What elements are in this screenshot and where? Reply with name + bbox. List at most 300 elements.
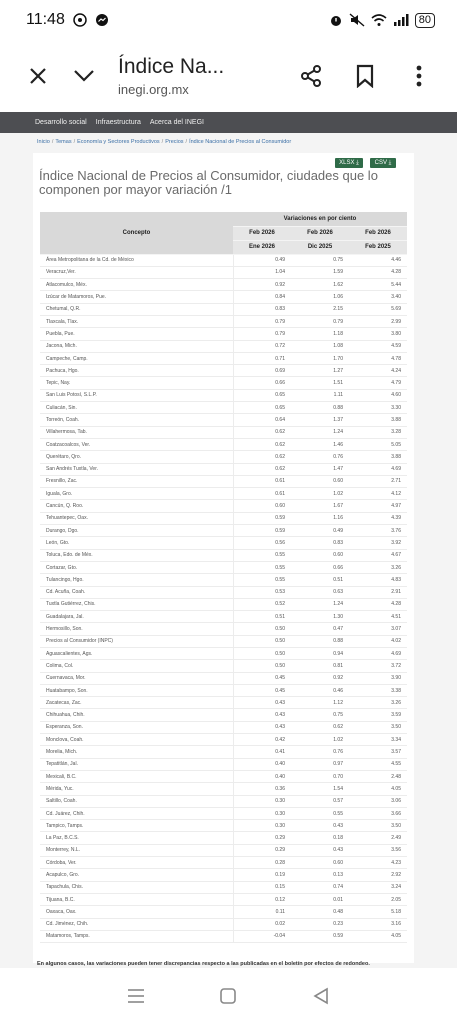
page-content: [0, 133, 457, 968]
row-value: 0.30: [233, 820, 291, 832]
row-value: 2.49: [349, 832, 407, 844]
row-concepto: Coatzacoalcos, Ver.: [40, 438, 233, 450]
row-value: 0.62: [291, 721, 349, 733]
row-value: 4.69: [349, 648, 407, 660]
row-concepto: Cancún, Q. Roo.: [40, 500, 233, 512]
row-value: 2.92: [349, 869, 407, 881]
row-concepto: Mexicali, B.C.: [40, 770, 233, 782]
table-row: [40, 758, 407, 770]
download-xlsx-button[interactable]: [335, 158, 363, 168]
nav-item-infraestructura[interactable]: Infraestructura: [95, 119, 141, 126]
row-value: 0.81: [291, 660, 349, 672]
status-bar: [0, 0, 457, 40]
bookmark-button[interactable]: [345, 56, 385, 96]
row-value: 1.27: [291, 365, 349, 377]
row-concepto: Precios al Consumidor (INPC): [40, 635, 233, 647]
row-value: 0.19: [233, 869, 291, 881]
row-value: 0.59: [233, 525, 291, 537]
table-row: [40, 746, 407, 758]
table-row: [40, 734, 407, 746]
row-value: 0.55: [233, 549, 291, 561]
row-value: 4.51: [349, 611, 407, 623]
row-value: 4.97: [349, 500, 407, 512]
row-concepto: Cd. Acuña, Coah.: [40, 586, 233, 598]
row-value: 0.11: [233, 906, 291, 918]
row-value: 0.15: [233, 881, 291, 893]
table-row: [40, 426, 407, 438]
row-concepto: Mérida, Yuc.: [40, 783, 233, 795]
row-concepto: Tehuantepec, Oax.: [40, 512, 233, 524]
close-button[interactable]: [18, 56, 58, 96]
table-row: [40, 377, 407, 389]
row-concepto: Huatabampo, Son.: [40, 684, 233, 696]
row-value: 4.78: [349, 352, 407, 364]
row-value: 0.36: [233, 783, 291, 795]
row-value: 0.84: [233, 291, 291, 303]
row-value: 4.39: [349, 512, 407, 524]
table-row: [40, 893, 407, 905]
download-xlsx-label: XLSX: [339, 160, 355, 166]
row-value: 2.91: [349, 586, 407, 598]
row-value: 3.16: [349, 918, 407, 930]
row-value: 0.18: [291, 832, 349, 844]
row-value: 0.41: [233, 746, 291, 758]
row-value: 1.46: [291, 438, 349, 450]
row-value: 0.48: [291, 906, 349, 918]
row-value: 0.50: [233, 660, 291, 672]
row-value: 0.88: [291, 635, 349, 647]
table-row: [40, 574, 407, 586]
row-value: 3.72: [349, 660, 407, 672]
row-value: 0.66: [291, 561, 349, 573]
row-value: 3.28: [349, 426, 407, 438]
row-concepto: Iguala, Gro.: [40, 488, 233, 500]
row-value: 3.50: [349, 721, 407, 733]
row-value: 0.13: [291, 869, 349, 881]
table-row: [40, 807, 407, 819]
table-row: [40, 340, 407, 352]
row-value: 0.59: [233, 512, 291, 524]
row-value: 0.50: [233, 623, 291, 635]
table-row: [40, 561, 407, 573]
table-row: [40, 770, 407, 782]
row-value: 0.75: [291, 709, 349, 721]
row-value: 0.60: [291, 475, 349, 487]
row-value: 0.83: [291, 537, 349, 549]
table-row: [40, 549, 407, 561]
row-value: 0.42: [233, 734, 291, 746]
row-value: 3.66: [349, 807, 407, 819]
row-concepto: Córdoba, Ver.: [40, 857, 233, 869]
row-concepto: Tampico, Tamps.: [40, 820, 233, 832]
breadcrumb-item[interactable]: Temas: [55, 139, 72, 145]
row-value: 5.69: [349, 303, 407, 315]
row-concepto: Monclova, Coah.: [40, 734, 233, 746]
row-value: 4.28: [349, 266, 407, 278]
recent-apps-button[interactable]: [124, 984, 148, 1008]
row-value: 0.62: [233, 463, 291, 475]
row-concepto: Tepatitlán, Jal.: [40, 758, 233, 770]
more-button[interactable]: [399, 56, 439, 96]
row-concepto: Zacatecas, Zac.: [40, 697, 233, 709]
table-row: [40, 672, 407, 684]
row-concepto: Colima, Col.: [40, 660, 233, 672]
row-value: 3.57: [349, 746, 407, 758]
row-value: 0.43: [291, 844, 349, 856]
row-value: 3.40: [349, 291, 407, 303]
row-value: 1.02: [291, 488, 349, 500]
variaciones-header: Variaciones en por ciento: [233, 212, 407, 226]
row-concepto: Matamoros, Tamps.: [40, 930, 233, 942]
row-value: 0.63: [291, 586, 349, 598]
download-icon: ⤓: [388, 159, 392, 166]
row-concepto: Tulancingo, Hgo.: [40, 574, 233, 586]
row-value: 0.01: [291, 893, 349, 905]
row-value: 5.44: [349, 279, 407, 291]
row-value: 1.24: [291, 426, 349, 438]
wifi-icon: [371, 13, 387, 27]
row-concepto: Tepic, Nay.: [40, 377, 233, 389]
row-value: 0.47: [291, 623, 349, 635]
row-value: 1.04: [233, 266, 291, 278]
row-value: 0.75: [291, 254, 349, 266]
row-concepto: Veracruz,Ver.: [40, 266, 233, 278]
page-title-area: [118, 55, 291, 97]
row-value: 4.55: [349, 758, 407, 770]
table-row: [40, 303, 407, 315]
col-top-header: Feb 2026: [349, 226, 407, 240]
content-card: [33, 153, 414, 963]
row-concepto: Aguascalientes, Ags.: [40, 648, 233, 660]
row-concepto: Cuernavaca, Mor.: [40, 672, 233, 684]
table-row: [40, 352, 407, 364]
row-value: 4.83: [349, 574, 407, 586]
row-concepto: Chetumal, Q.R.: [40, 303, 233, 315]
row-value: 4.23: [349, 857, 407, 869]
status-time: 11:48: [26, 11, 65, 28]
table-row: [40, 648, 407, 660]
row-concepto: Villahermosa, Tab.: [40, 426, 233, 438]
table-body: [40, 254, 407, 943]
row-value: 3.34: [349, 734, 407, 746]
row-value: -0.04: [233, 930, 291, 942]
row-concepto: Tapachula, Chis.: [40, 881, 233, 893]
row-value: 0.60: [291, 857, 349, 869]
row-value: 0.65: [233, 389, 291, 401]
row-concepto: Cd. Jiménez, Chih.: [40, 918, 233, 930]
signal-icon: [393, 13, 409, 27]
row-value: 1.02: [291, 734, 349, 746]
row-concepto: Cortazar, Gto.: [40, 561, 233, 573]
row-value: 0.79: [233, 315, 291, 327]
row-concepto: Fresnillo, Zac.: [40, 475, 233, 487]
row-value: 1.08: [291, 340, 349, 352]
row-value: 0.94: [291, 648, 349, 660]
row-value: 0.71: [233, 352, 291, 364]
row-value: 1.06: [291, 291, 349, 303]
row-value: 2.71: [349, 475, 407, 487]
row-value: 4.02: [349, 635, 407, 647]
breadcrumb-item[interactable]: Economía y Sectores Productivos: [77, 139, 160, 145]
footnote: En algunos casos, las variaciones pueden tener discrepancias respecto a las publicadas en el boletín por efectos de redondeo.: [37, 961, 370, 967]
row-value: 3.56: [349, 844, 407, 856]
close-icon: [28, 66, 48, 86]
table-row: [40, 906, 407, 918]
row-concepto: Saltillo, Coah.: [40, 795, 233, 807]
row-concepto: Morelia, Mich.: [40, 746, 233, 758]
mute-icon: [349, 13, 365, 27]
row-value: 3.80: [349, 328, 407, 340]
row-concepto: León, Gto.: [40, 537, 233, 549]
row-concepto: Oaxaca, Oax.: [40, 906, 233, 918]
table-row: [40, 709, 407, 721]
row-value: 4.05: [349, 783, 407, 795]
row-value: 1.67: [291, 500, 349, 512]
home-button[interactable]: [216, 984, 240, 1008]
table-row: [40, 623, 407, 635]
row-value: 0.29: [233, 832, 291, 844]
row-concepto: Guadalajara, Jal.: [40, 611, 233, 623]
row-value: 1.12: [291, 697, 349, 709]
row-concepto: Hermosillo, Son.: [40, 623, 233, 635]
row-value: 0.43: [291, 820, 349, 832]
row-value: 0.60: [233, 500, 291, 512]
row-value: 0.50: [233, 648, 291, 660]
col-bottom-header: Ene 2026: [233, 240, 291, 254]
row-value: 0.12: [233, 893, 291, 905]
row-value: 3.88: [349, 414, 407, 426]
row-value: 3.30: [349, 402, 407, 414]
row-concepto: Durango, Dgo.: [40, 525, 233, 537]
row-value: 1.51: [291, 377, 349, 389]
system-nav-bar: [0, 968, 457, 1024]
alarm-icon: [329, 13, 343, 27]
row-value: 3.26: [349, 697, 407, 709]
col-top-header: Feb 2026: [291, 226, 349, 240]
browser-toolbar: [0, 40, 457, 112]
row-value: 0.70: [291, 770, 349, 782]
row-concepto: Toluca, Edo. de Méx.: [40, 549, 233, 561]
row-concepto: Tlaxcala, Tlax.: [40, 315, 233, 327]
row-value: 0.74: [291, 881, 349, 893]
row-concepto: Querétaro, Qro.: [40, 451, 233, 463]
row-value: 0.92: [291, 672, 349, 684]
share-button[interactable]: [291, 56, 331, 96]
row-value: 0.49: [291, 525, 349, 537]
row-value: 1.24: [291, 598, 349, 610]
row-value: 4.05: [349, 930, 407, 942]
table-row: [40, 463, 407, 475]
table-row: [40, 291, 407, 303]
row-value: 0.30: [233, 795, 291, 807]
table-row: [40, 438, 407, 450]
row-value: 0.62: [233, 438, 291, 450]
table-row: [40, 525, 407, 537]
row-value: 0.83: [233, 303, 291, 315]
row-value: 0.51: [233, 611, 291, 623]
row-concepto: La Paz, B.C.S.: [40, 832, 233, 844]
more-vert-icon: [416, 65, 422, 87]
row-value: 3.90: [349, 672, 407, 684]
row-concepto: Cd. Juárez, Chih.: [40, 807, 233, 819]
row-value: 1.70: [291, 352, 349, 364]
nav-item-acerca[interactable]: Acerca del INEGI: [149, 119, 204, 126]
row-value: 0.53: [233, 586, 291, 598]
row-value: 0.45: [233, 672, 291, 684]
breadcrumb-item[interactable]: Inicio: [37, 139, 50, 145]
download-csv-button[interactable]: [370, 158, 396, 168]
whatsapp-icon: [73, 13, 87, 27]
row-concepto: Culiacán, Sin.: [40, 402, 233, 414]
row-value: 1.18: [291, 328, 349, 340]
table-row: [40, 315, 407, 327]
row-value: 4.79: [349, 377, 407, 389]
table-row: [40, 635, 407, 647]
row-value: 0.43: [233, 697, 291, 709]
row-value: 0.65: [233, 402, 291, 414]
table-row: [40, 254, 407, 266]
row-value: 0.66: [233, 377, 291, 389]
row-value: 0.97: [291, 758, 349, 770]
row-concepto: Área Metropolitana de la Cd. de México: [40, 254, 233, 266]
row-concepto: Pachuca, Hgo.: [40, 365, 233, 377]
row-value: 0.55: [291, 807, 349, 819]
table-row: [40, 684, 407, 696]
home-icon: [219, 987, 237, 1005]
tab-title: Índice Na...: [118, 55, 225, 78]
row-value: 5.05: [349, 438, 407, 450]
row-value: 0.59: [291, 930, 349, 942]
table-row: [40, 328, 407, 340]
back-button[interactable]: [309, 984, 333, 1008]
download-csv-label: CSV: [374, 160, 387, 166]
row-value: 4.69: [349, 463, 407, 475]
nav-item-desarrollo-social[interactable]: Desarrollo social: [35, 119, 87, 126]
row-value: 3.07: [349, 623, 407, 635]
table-row: [40, 721, 407, 733]
table-row: [40, 820, 407, 832]
row-value: 2.05: [349, 893, 407, 905]
table-row: [40, 832, 407, 844]
row-value: 3.59: [349, 709, 407, 721]
row-value: 0.50: [233, 635, 291, 647]
row-value: 0.76: [291, 451, 349, 463]
inpc-table: [40, 212, 407, 943]
row-concepto: Torreón, Coah.: [40, 414, 233, 426]
row-value: 0.52: [233, 598, 291, 610]
row-value: 4.59: [349, 340, 407, 352]
row-value: 2.48: [349, 770, 407, 782]
breadcrumb-item[interactable]: Precios: [165, 139, 184, 145]
row-value: 0.56: [233, 537, 291, 549]
row-value: 3.38: [349, 684, 407, 696]
row-value: 0.88: [291, 402, 349, 414]
table-row: [40, 365, 407, 377]
row-value: 4.46: [349, 254, 407, 266]
row-value: 0.40: [233, 770, 291, 782]
row-value: 3.50: [349, 820, 407, 832]
row-value: 4.28: [349, 598, 407, 610]
row-value: 0.45: [233, 684, 291, 696]
row-value: 0.40: [233, 758, 291, 770]
chevron-down-icon: [73, 69, 95, 83]
table-row: [40, 918, 407, 930]
row-value: 0.55: [233, 574, 291, 586]
row-concepto: Acapulco, Gro.: [40, 869, 233, 881]
row-value: 0.79: [291, 315, 349, 327]
row-value: 0.64: [233, 414, 291, 426]
row-value: 3.88: [349, 451, 407, 463]
row-value: 0.62: [233, 426, 291, 438]
col-bottom-header: Dic 2025: [291, 240, 349, 254]
row-value: 0.46: [291, 684, 349, 696]
table-row: [40, 451, 407, 463]
row-concepto: Esperanza, Son.: [40, 721, 233, 733]
menu-icon: [127, 988, 145, 1004]
row-concepto: Chihuahua, Chih.: [40, 709, 233, 721]
table-row: [40, 414, 407, 426]
row-value: 0.62: [233, 451, 291, 463]
row-concepto: Puebla, Pue.: [40, 328, 233, 340]
table-row: [40, 795, 407, 807]
messenger-icon: [95, 13, 109, 27]
row-value: 1.30: [291, 611, 349, 623]
row-value: 0.28: [233, 857, 291, 869]
row-value: 1.11: [291, 389, 349, 401]
row-value: 2.15: [291, 303, 349, 315]
table-row: [40, 598, 407, 610]
row-value: 4.12: [349, 488, 407, 500]
row-value: 0.30: [233, 807, 291, 819]
table-row: [40, 697, 407, 709]
row-value: 1.54: [291, 783, 349, 795]
table-row: [40, 881, 407, 893]
table-row: [40, 869, 407, 881]
expand-button[interactable]: [64, 56, 104, 96]
row-concepto: Izúcar de Matamoros, Pue.: [40, 291, 233, 303]
site-nav: [0, 112, 457, 133]
download-icon: ⤓: [356, 159, 359, 166]
page-url: inegi.org.mx: [118, 82, 189, 97]
row-value: 0.43: [233, 709, 291, 721]
row-value: 2.99: [349, 315, 407, 327]
row-value: 0.29: [233, 844, 291, 856]
row-value: 1.47: [291, 463, 349, 475]
row-concepto: Tuxtla Gutiérrez, Chis.: [40, 598, 233, 610]
row-value: 1.62: [291, 279, 349, 291]
row-value: 0.92: [233, 279, 291, 291]
row-concepto: Campeche, Camp.: [40, 352, 233, 364]
row-value: 0.49: [233, 254, 291, 266]
breadcrumb: Inicio / Temas / Economía y Sectores Productivos / Precios / Índice Nacional de Precios al Consumidor: [37, 139, 292, 145]
table-row: [40, 930, 407, 942]
page-title: Índice Nacional de Precios al Consumidor, ciudades que lo componen por mayor variación /1: [39, 168, 378, 197]
table-row: [40, 660, 407, 672]
table-row: [40, 488, 407, 500]
battery-indicator: 80: [415, 13, 435, 28]
breadcrumb-item[interactable]: Índice Nacional de Precios al Consumidor: [189, 139, 292, 145]
table-row: [40, 266, 407, 278]
table-row: [40, 512, 407, 524]
table-row: [40, 586, 407, 598]
table-row: [40, 279, 407, 291]
row-value: 0.57: [291, 795, 349, 807]
col-top-header: Feb 2026: [233, 226, 291, 240]
row-value: 3.92: [349, 537, 407, 549]
row-value: 0.72: [233, 340, 291, 352]
row-concepto: Jacona, Mich.: [40, 340, 233, 352]
row-value: 0.51: [291, 574, 349, 586]
